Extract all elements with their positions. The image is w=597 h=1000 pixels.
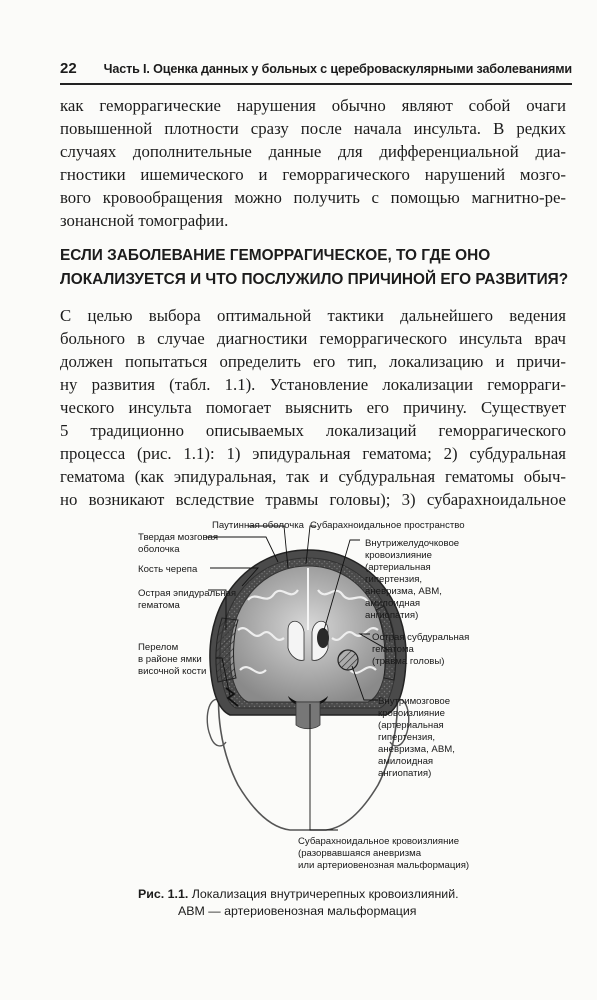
paragraph-2: [60, 304, 566, 511]
label-arachnoid: Паутинная оболочка: [212, 520, 304, 531]
label-sah: Субарахноидальное кровоизлияние (разорвавшаяся аневризма или артериовенозная мальформация): [298, 836, 470, 871]
caption-line-2: АВМ — артериовенозная мальформация: [178, 904, 417, 918]
text-line: больного в случае диагностики геморрагического инсульта врач: [60, 329, 566, 348]
text-line: как геморрагические нарушения обычно являют собой очаги: [60, 96, 566, 115]
text-line: С целью выбора оптимальной тактики дальнейшего ведения: [60, 306, 566, 325]
text-line: случаях дополнительные данные для дифференциальной диа-: [60, 142, 566, 161]
page-number: 22: [60, 60, 77, 77]
text-line: зонансной томографии.: [60, 211, 229, 230]
label-fracture: Перелом в районе ямки височной кости: [138, 642, 207, 677]
label-subarachnoid-space: Субарахноидальное пространство: [310, 520, 465, 531]
label-subdural: Острая субдуральная гематома (травма головы): [372, 632, 470, 667]
label-dura: Твердая мозговая оболочка: [138, 532, 219, 555]
text-line: повышенной плотности сразу после начала инсульта. В редких: [60, 119, 566, 138]
label-skull: Кость черепа: [138, 564, 198, 575]
text-line: процесса (рис. 1.1): 1) эпидуральная гематома; 2) субдуральная: [60, 444, 566, 463]
text-line: гематома (как эпидуральная, так и субдуральная гематомы обыч-: [60, 467, 566, 486]
brain-hemorrhage-figure: [138, 510, 478, 885]
text-line: ческого инсульта помогает выяснить его причину. Существует: [60, 398, 566, 417]
intraventricular-hemorrhage: [317, 628, 329, 648]
running-title: Часть I. Оценка данных у больных с цереброваскулярными заболеваниями: [103, 62, 572, 76]
text-line: вого кровообращения можно получить с помощью магнитно-ре-: [60, 188, 566, 207]
paragraph-1: [60, 94, 566, 232]
running-header: [60, 60, 572, 80]
label-epidural: Острая эпидуральная гематома: [138, 588, 237, 611]
intracerebral-hemorrhage: [338, 650, 358, 670]
text-line: 5 традиционно описываемых локализаций геморрагического: [60, 421, 566, 440]
heading-line: ЕСЛИ ЗАБОЛЕВАНИЕ ГЕМОРРАГИЧЕСКОЕ, ТО ГДЕ ОНО: [60, 247, 491, 264]
text-line: гностики ишемического и геморрагического нарушений мозго-: [60, 165, 566, 184]
figure-caption: [138, 886, 498, 920]
text-line: но возникают вследствие травмы головы); 3) субарахноидальное: [60, 490, 566, 509]
caption-lead: Рис. 1.1.: [138, 887, 189, 901]
heading-line: ЛОКАЛИЗУЕТСЯ И ЧТО ПОСЛУЖИЛО ПРИЧИНОЙ ЕГО РАЗВИТИЯ?: [60, 271, 569, 288]
label-intracerebral: Внутримозговое кровоизлияние (артериальная гипертензия, аневризма, АВМ, амилоидная ангиопатия): [378, 696, 455, 779]
text-line: должен попытаться определить его тип, локализацию и причи-: [60, 352, 566, 371]
header-rule: [60, 83, 572, 85]
text-line: ну развития (табл. 1.1). Установление локализации геморраги-: [60, 375, 566, 394]
caption-text: Локализация внутричерепных кровоизлияний.: [188, 887, 459, 901]
brainstem: [296, 702, 320, 729]
label-intraventricular: Внутрижелудочковое кровоизлияние (артериальная гипертензия, аневризма, АВМ, амилоидная ангиопатия): [365, 538, 460, 621]
section-heading: [60, 244, 572, 292]
